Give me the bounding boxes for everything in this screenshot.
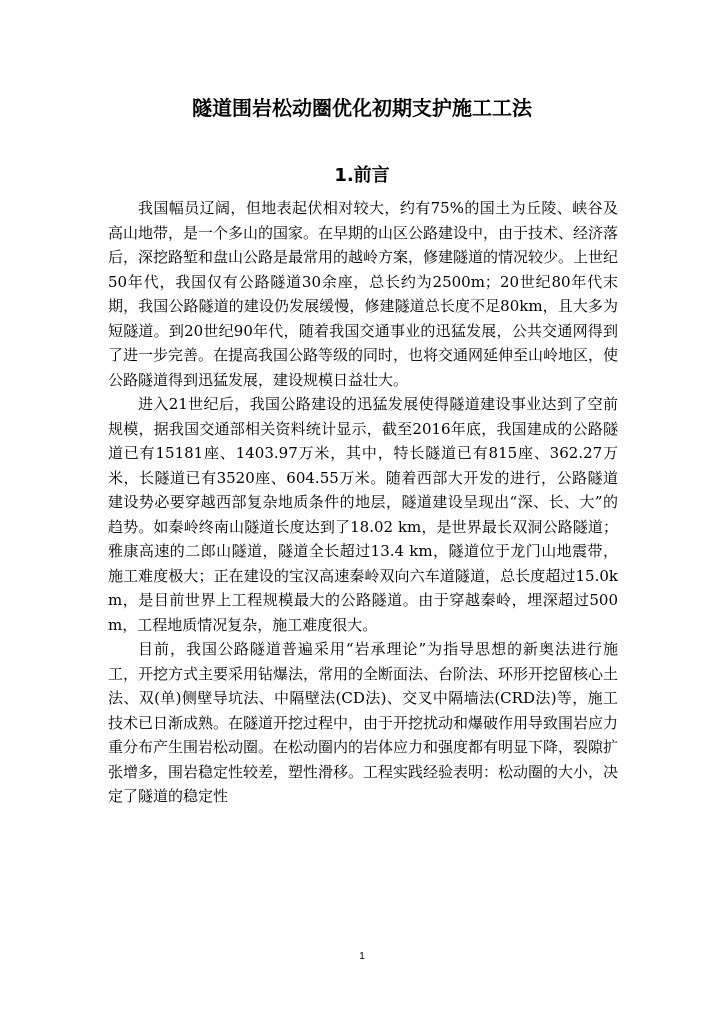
document-title: 隧道围岩松动圈优化初期支护施工工法 — [192, 96, 532, 120]
page-number: 1 — [359, 951, 365, 962]
paragraph: 我国幅员辽阔，但地表起伏相对较大，约有75%的国土为丘陵、峡谷及高山地带，是一个多山的国家。在早期的山区公路建设中，由于技术、经济落后，深挖路堑和盘山公路是最常用的越岭方案，修建隧道的情况较少。上世纪50年代，我国仅有公路隧道30余座，总长约为2500m；20世纪80年代末期，我国公路隧道的建设仍发展缓慢，修建隧道总长度不足80km，且大多为短隧道。到20世纪90年代，随着我国交通事业的迅猛发展，公共交通网得到了进一步完善。在提高我国公路等级的同时，也将交通网延伸至山岭地区，使公路隧道得到迅猛发展，建设规模日益壮大。 — [108, 199, 619, 389]
section-heading: 1.前言 — [334, 165, 390, 186]
body-text — [108, 196, 618, 809]
paragraph: 进入21世纪后，我国公路建设的迅猛发展使得隧道建设事业达到了空前规模，据我国交通部相关资料统计显示，截至2016年底，我国建成的公路隧道已有15181座、1403.97万米，其中，特长隧道已有815座、362.27万米，长隧道已有3520座、604.55万米。随着西部大开发的进行，公路隧道建设势必要穿越西部复杂地质条件的地层，隧道建设呈现出“深、长、大”的趋势。如秦岭终南山隧道长度达到了18.02 km，是世界最长双洞公路隧道；雅康高速的二郎山隧道，隧道全长超过13.4 km，隧道位于龙门山地震带，施工难度极大；正在建设的宝汉高速秦岭双向六车道隧道，总长度超过15.0km，是目前世界上工程规模最大的公路隧道。由于穿越秦岭，埋深超过500m，工程地质情况复杂，施工难度很大。 — [108, 395, 618, 634]
paragraph: 目前，我国公路隧道普遍采用“岩承理论”为指导思想的新奥法进行施工，开挖方式主要采用钻爆法，常用的全断面法、台阶法、环形开挖留核心土法、双(单)侧壁导坑法、中隔壁法(CD法)、交叉中隔墙法(CRD法)等，施工技术已日渐成熟。在隧道开挖过程中，由于开挖扰动和爆破作用导致围岩应力重分布产生围岩松动圈。在松动圈内的岩体应力和强度都有明显下降，裂隙扩张增多，围岩稳定性较差，塑性滑移。工程实践经验表明：松动圈的大小，决定了隧道的稳定性 — [108, 640, 619, 805]
